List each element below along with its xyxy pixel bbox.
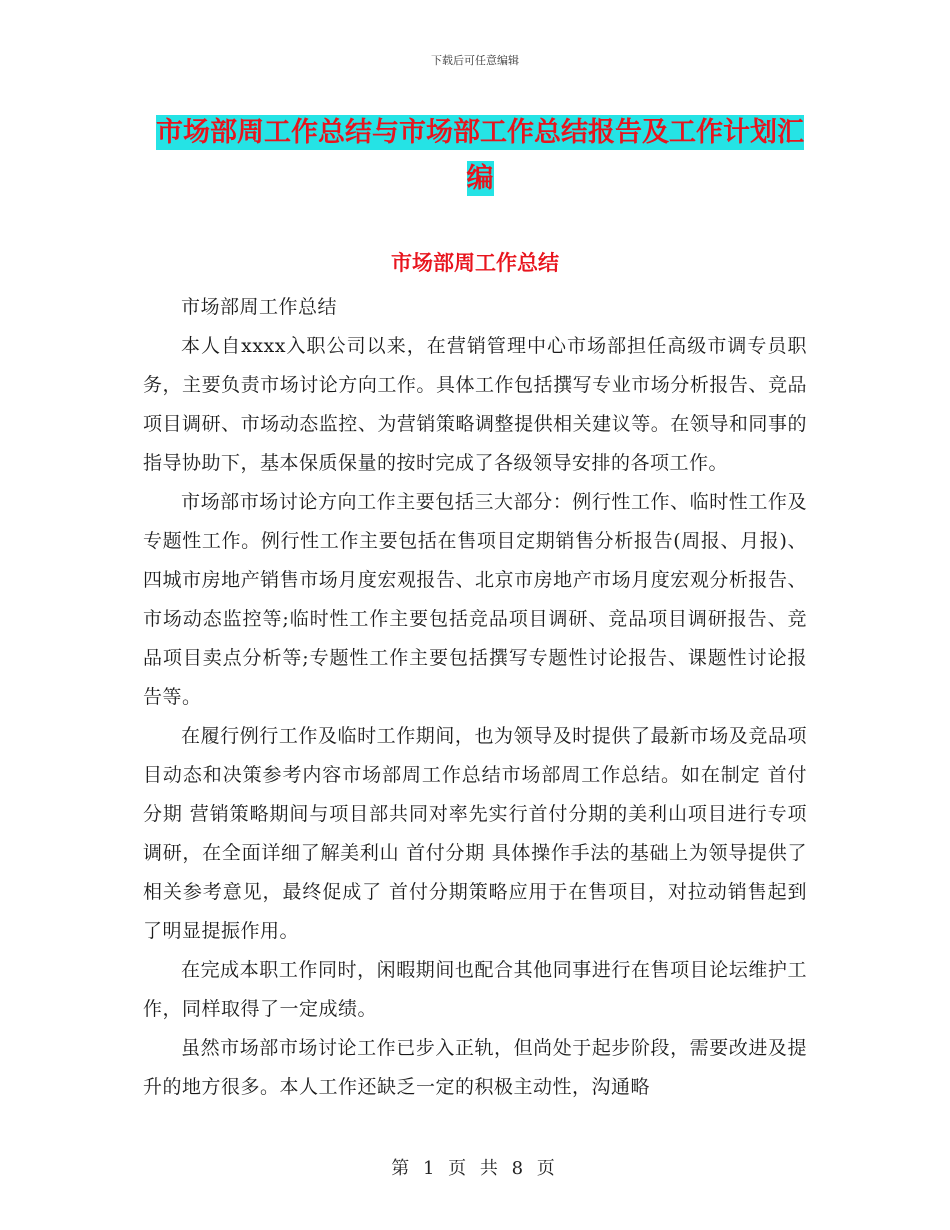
paragraph: 本人自xxxx入职公司以来，在营销管理中心市场部担任高级市调专员职务，主要负责市场讨论方向工作。具体工作包括撰写专业市场分析报告、竞品项目调研、市场动态监控、为营销策略调整提供相关建议等。在领导和同事的指导协助下，基本保质保量的按时完成了各级领导安排的各项工作。 [143,335,807,474]
paragraph: 市场部周工作总结 [181,296,338,318]
paragraph: 虽然市场部市场讨论工作已步入正轨，但尚处于起步阶段，需要改进及提升的地方很多。本人工作还缺乏一定的积极主动性，沟通略 [143,1037,807,1098]
section-title: 市场部周工作总结 [391,251,559,275]
document-body [143,288,807,1107]
paragraph: 在履行例行工作及临时工作期间，也为领导及时提供了最新市场及竞品项目动态和决策参考内容市场部周工作总结市场部周工作总结。如在制定 首付分期 营销策略期间与项目部共同对率先实行首付分期的美利山项目进行专项调研，在全面详细了解美利山 首付分期 具体操作手法的基础上为领导提供了相关参考意见，最终促成了 首付分期策略应用于在售项目，对拉动销售起到了明显提振作用。 [143,725,807,942]
page-footer: 第 1 页 共 8 页 [391,1158,559,1179]
page-header-note: 下载后可任意编辑 [431,54,519,67]
document-title [150,110,810,202]
paragraph: 市场部市场讨论方向工作主要包括三大部分：例行性工作、临时性工作及专题性工作。例行性工作主要包括在售项目定期销售分析报告(周报、月报)、四城市房地产销售市场月度宏观报告、北京市房地产市场月度宏观分析报告、市场动态监控等;临时性工作主要包括竞品项目调研、竞品项目调研报告、竞品项目卖点分析等;专题性工作主要包括撰写专题性讨论报告、课题性讨论报告等。 [143,491,807,708]
paragraph: 在完成本职工作同时，闲暇期间也配合其他同事进行在售项目论坛维护工作，同样取得了一定成绩。 [143,959,807,1020]
document-title-text: 市场部周工作总结与市场部工作总结报告及工作计划汇编 [156,117,804,194]
